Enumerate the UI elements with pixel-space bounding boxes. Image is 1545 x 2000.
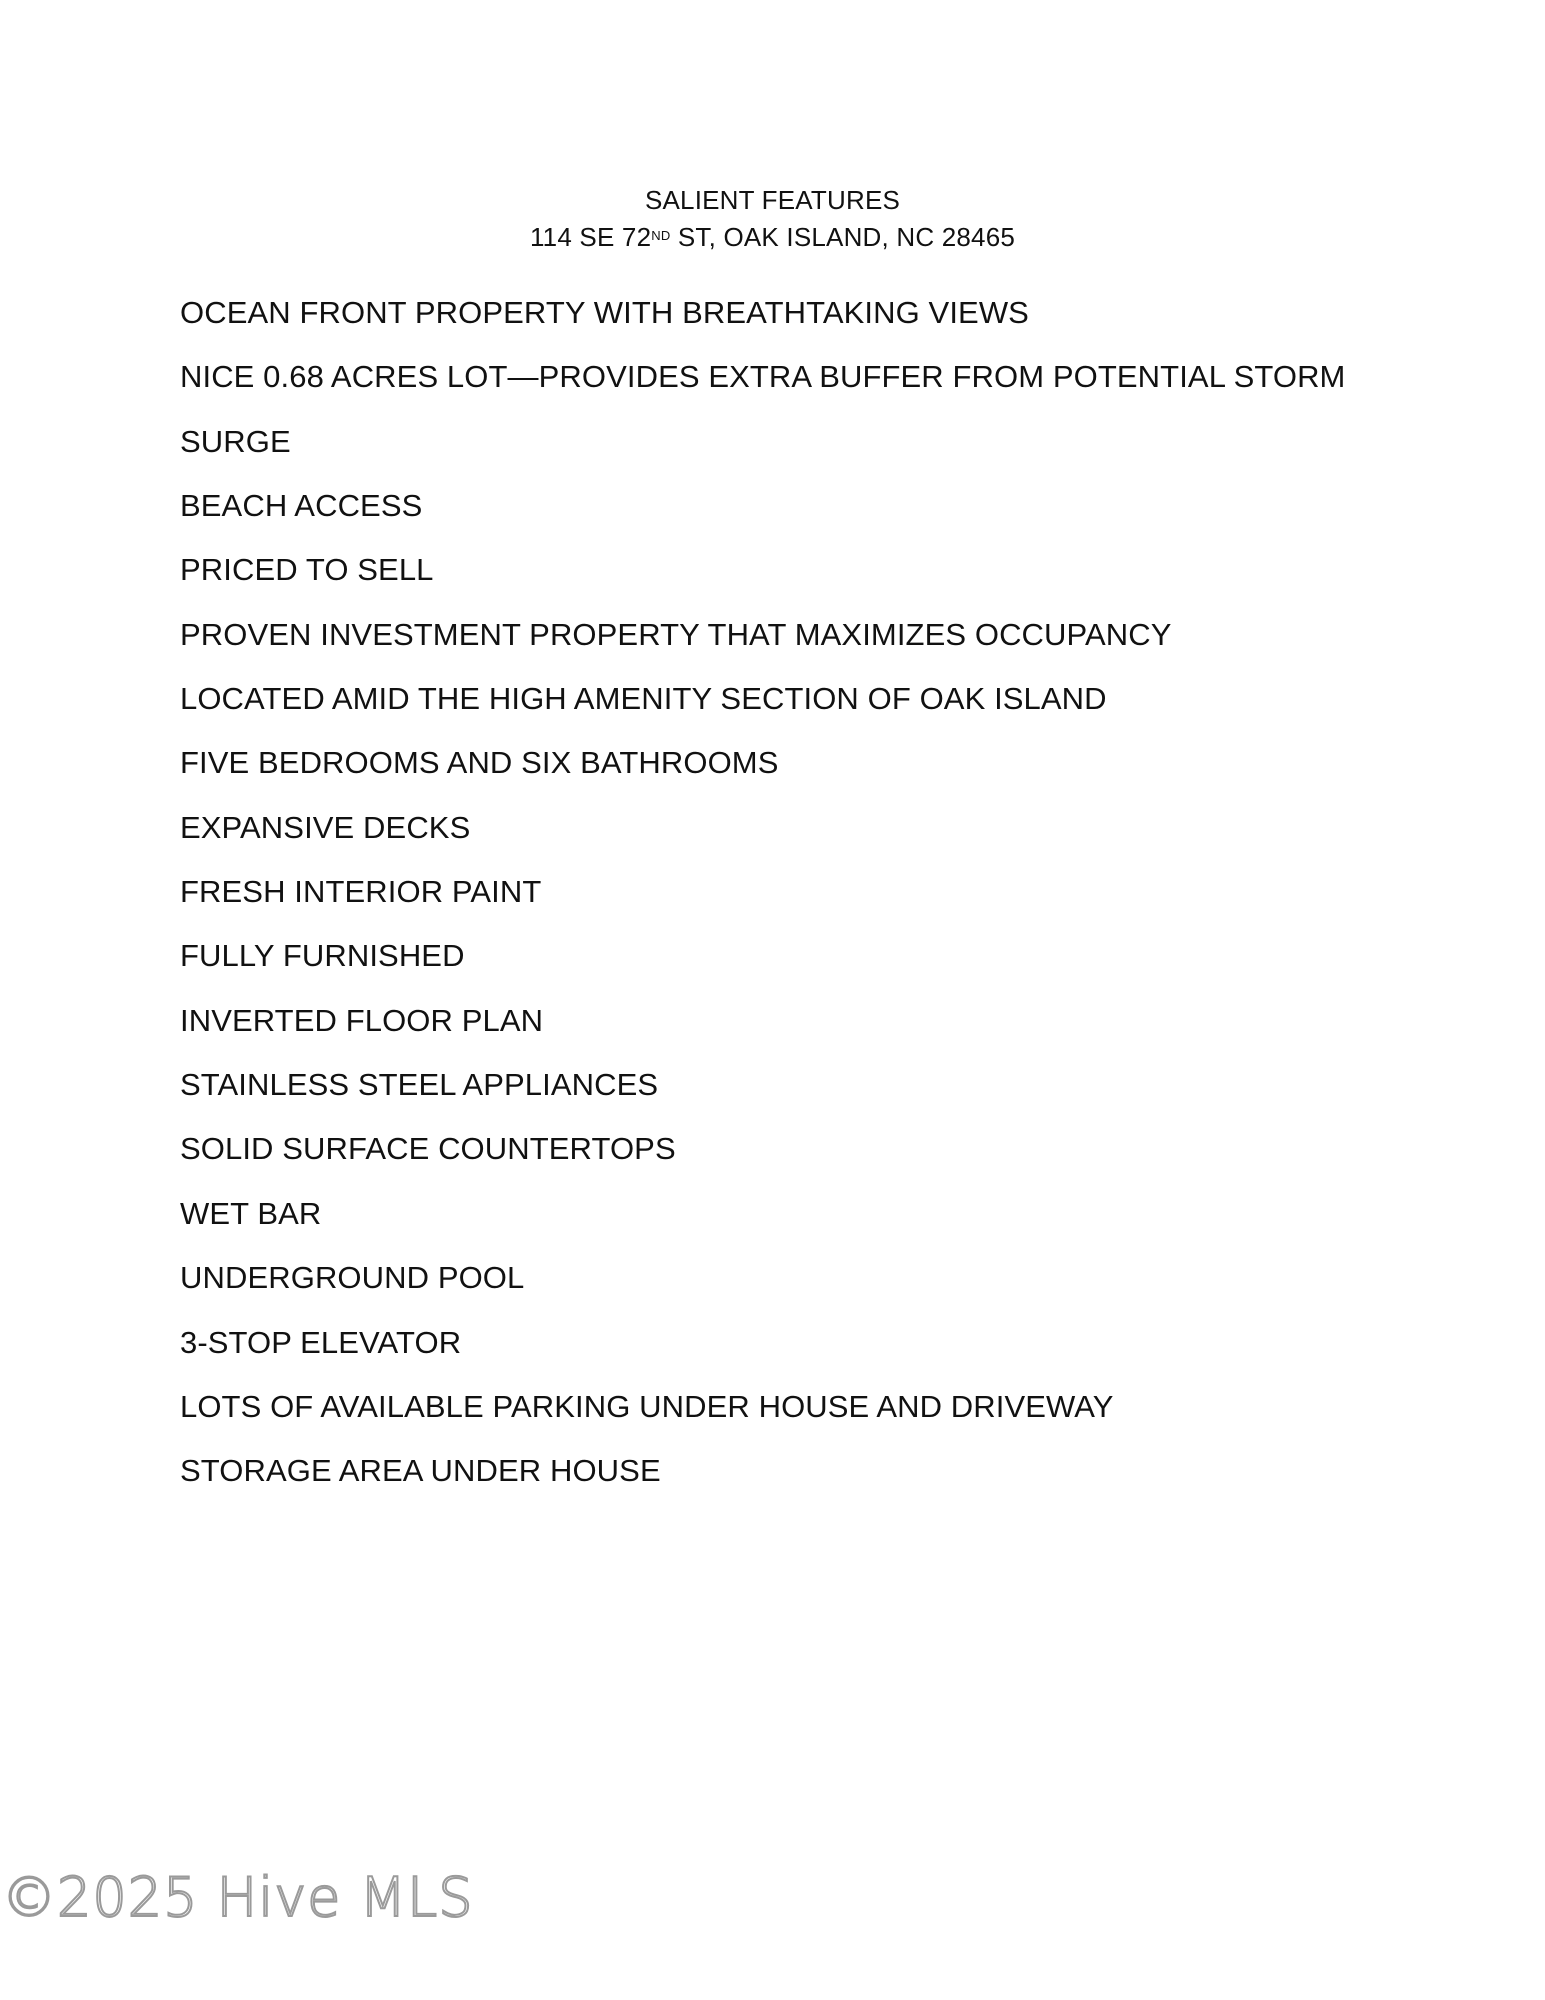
document-title: SALIENT FEATURES: [644, 185, 901, 215]
feature-item: STAINLESS STEEL APPLIANCES: [180, 1067, 659, 1103]
feature-item: WET BAR: [180, 1195, 322, 1231]
feature-item: NICE 0.68 ACRES LOT—PROVIDES EXTRA BUFFER FROM POTENTIAL STORM: [180, 359, 1346, 395]
address-city-state-zip: ST, OAK ISLAND, NC 28465: [670, 222, 1016, 252]
feature-item: BEACH ACCESS: [180, 488, 423, 524]
feature-item: PROVEN INVESTMENT PROPERTY THAT MAXIMIZES OCCUPANCY: [180, 616, 1172, 652]
feature-item: PRICED TO SELL: [180, 552, 434, 588]
feature-item: INVERTED FLOOR PLAN: [180, 1002, 544, 1038]
feature-item: FIVE BEDROOMS AND SIX BATHROOMS: [180, 745, 779, 781]
address-street-number: 114 SE 72: [529, 222, 652, 252]
copyright-watermark: ©2025 Hive MLS: [2, 1866, 474, 1929]
feature-item: FRESH INTERIOR PAINT: [180, 874, 542, 910]
feature-item: UNDERGROUND POOL: [180, 1260, 525, 1296]
feature-item: EXPANSIVE DECKS: [180, 809, 471, 845]
feature-item: STORAGE AREA UNDER HOUSE: [180, 1453, 661, 1489]
feature-item: LOTS OF AVAILABLE PARKING UNDER HOUSE AND DRIVEWAY: [180, 1388, 1114, 1424]
feature-item: SOLID SURFACE COUNTERTOPS: [180, 1131, 676, 1167]
property-address: [0, 219, 1545, 256]
document-header: [0, 182, 1545, 256]
feature-item: 3-STOP ELEVATOR: [180, 1324, 462, 1360]
feature-item: FULLY FURNISHED: [180, 938, 465, 974]
feature-item: LOCATED AMID THE HIGH AMENITY SECTION OF OAK ISLAND: [180, 681, 1107, 717]
feature-item: OCEAN FRONT PROPERTY WITH BREATHTAKING VIEWS: [180, 295, 1029, 330]
address-ordinal-suffix: ND: [651, 228, 671, 243]
features-list: [180, 290, 1380, 1513]
feature-item: SURGE: [180, 423, 291, 459]
